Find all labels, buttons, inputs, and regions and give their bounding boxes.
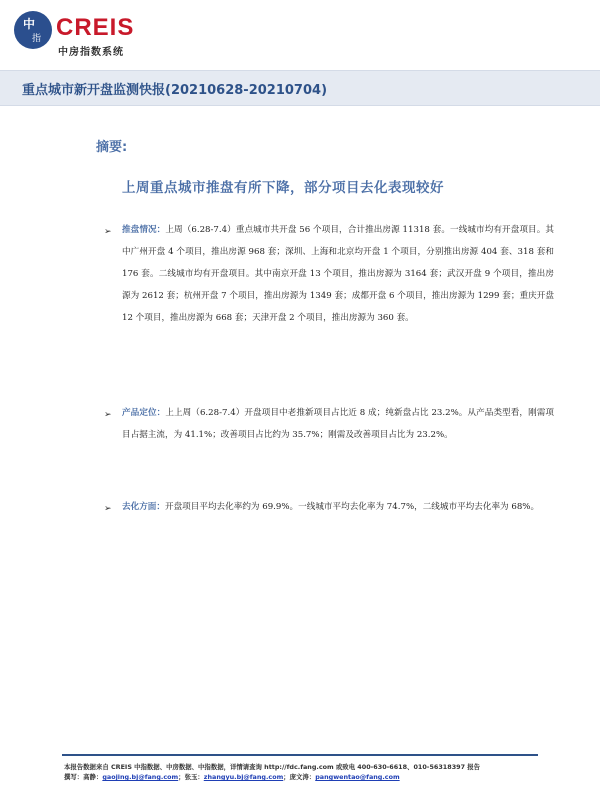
footer-authors-line bbox=[64, 772, 544, 782]
section-product bbox=[122, 402, 554, 446]
summary-headline: 上周重点城市推盘有所下降，部分项目去化表现较好 bbox=[122, 180, 444, 196]
author-email-link[interactable]: pangwentao@fang.com bbox=[315, 773, 400, 781]
section-absorption bbox=[122, 496, 554, 518]
report-title-band bbox=[0, 70, 600, 106]
section-supply-text: 上周（6.28-7.4）重点城市共开盘 56 个项目，合计推出房源 11318 套。一线城市均有开盘项目。其中广州开盘 4 个项目，推出房源 968 套；深圳、上海和北京均开盘 1 个项目，分别推出房源 404 套、318 套和 176 套。二线城市均有开盘项目。其中南京开盘 13 个项目，推出房源为 3164 套；武汉开盘 9 个项目，推出房源为 2612 套；杭州开盘 7 个项目，推出房源为 1349 套；成都开盘 6 个项目，推出房源为 1299 套；重庆开盘 12 个项目，推出房源为 668 套；天津开盘 2 个项目，推出房源为 360 套。 bbox=[122, 225, 554, 323]
footer-source-line: 本报告数据来自 CREIS 中指数据、中房数据、中指数据，详情请查询 http://fdc.fang.com 或致电 400-630-6618、010-56318397 报告 bbox=[64, 763, 481, 771]
section-product-text: 上上周（6.28-7.4）开盘项目中老推新项目占比近 8 成；纯新盘占比 23.2%。从产品类型看，刚需项目占据主流，为 41.1%；改善项目占比约为 35.7%；刚需及改善项目占比为 23.2%。 bbox=[122, 408, 554, 440]
summary-label: 摘要: bbox=[96, 140, 128, 155]
footer-authors-prefix: 撰写：高静： bbox=[64, 773, 103, 781]
bullet-icon: ➢ bbox=[104, 504, 112, 514]
footer-divider bbox=[62, 754, 538, 756]
section-product-lead: 产品定位： bbox=[122, 408, 166, 418]
logo-emblem-top-char: 中 bbox=[23, 17, 36, 31]
section-supply bbox=[122, 219, 554, 329]
author-email-link[interactable]: gaojing.bj@fang.com bbox=[102, 773, 179, 781]
logo-wordmark: CREIS bbox=[56, 14, 135, 41]
bullet-icon: ➢ bbox=[104, 227, 112, 237]
footer bbox=[64, 762, 544, 782]
report-title: 重点城市新开盘监测快报(20210628-20210704) bbox=[22, 83, 328, 98]
section-supply-lead: 推盘情况： bbox=[122, 225, 166, 235]
logo-emblem bbox=[14, 11, 52, 49]
bullet-icon: ➢ bbox=[104, 410, 112, 420]
footer-separator: ；庞文涛： bbox=[283, 773, 316, 781]
logo-subtitle: 中房指数系统 bbox=[58, 47, 124, 58]
section-absorption-lead: 去化方面： bbox=[122, 502, 165, 512]
creis-logo bbox=[14, 11, 144, 58]
author-email-link[interactable]: zhangyu.bj@fang.com bbox=[203, 773, 284, 781]
section-absorption-text: 开盘项目平均去化率约为 69.9%。一线城市平均去化率为 74.7%，二线城市平均去化率为 68%。 bbox=[164, 502, 540, 512]
logo-emblem-bottom-char: 指 bbox=[32, 34, 42, 44]
footer-separator: ；张玉： bbox=[178, 773, 204, 781]
